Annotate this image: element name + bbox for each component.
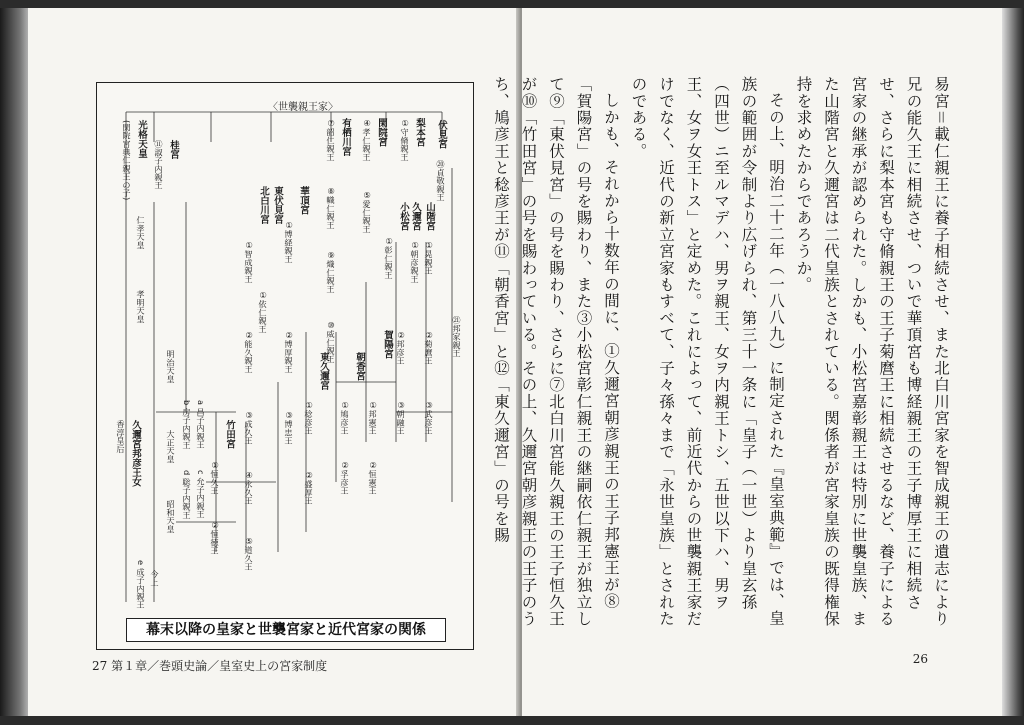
diagram-label: ①智成親王 <box>244 240 254 283</box>
diagram-label: 賀陽宮 <box>382 330 393 359</box>
diagram-label: ㉑邦家親王 <box>452 316 462 357</box>
diagram-label: ③博忠王 <box>284 410 294 445</box>
diagram-label: ①晃親王 <box>424 240 434 275</box>
diagram-label: ③成久王 <box>244 410 254 445</box>
diagram-label: 華頂宮 <box>298 186 309 215</box>
diagram-label: 久邇宮 <box>410 202 421 231</box>
diagram-label: 朝香宮 <box>354 352 365 381</box>
diagram-label: ⑦韶仁親王 <box>326 118 336 161</box>
body-paragraph: しかも、それから十数年の間に、①久邇宮朝彦親王の王子邦憲王が⑧「賀陽宮」の号を賜わり、また③小松宮彰仁親王の継嗣依仁親王が独立して⑨「東伏見宮」の号を賜わり、さらに⑦北白川宮能久親王の王子恒久王が⑩「竹田宮」の号を賜わっている。その上、久邇宮朝彦親王の王子のうち、鳩彦王と稔彦王が⑪「朝香宮」と⑫「東久邇宮」の号を賜 <box>492 76 620 628</box>
diagram-label: 久邇宮邦彦王女 <box>130 420 141 487</box>
diagram-label: ②恒徳王 <box>210 520 220 555</box>
diagram-label: 閑院宮 <box>376 118 387 147</box>
diagram-label: 北白川宮 <box>258 186 269 224</box>
left-footer: 27 第１章／巻頭史論／皇室史上の宮家制度 <box>92 659 328 673</box>
diagram-label: 有栖川宮 <box>340 118 351 156</box>
diagram-label: 大正天皇 <box>166 430 176 463</box>
diagram-label: 今上 <box>150 570 160 587</box>
diagram-label: b 房子内親王 <box>182 400 192 449</box>
diagram-label: 仁孝天皇 <box>136 216 146 249</box>
diagram-label: (閑院宮典仁親王の子) <box>122 120 132 201</box>
diagram-label: ②盛厚王 <box>304 470 314 505</box>
body-paragraph: その上、明治二十二年（一八八九）に制定された『皇室典範』では、皇族の範囲が令制より広げられ、第三十一条に「皇子（一世）より皇玄孫（四世）ニ至ルマデハ、男ヲ親王、女ヲ内親王トシ、五世以下ハ、男ヲ王、女ヲ女王トス」と定めた。これによって、前近代からの世襲親王家だけでなく、近代の新立宮家もすべて、子々孫々まで「永世皇族」とされたのである。 <box>629 76 785 628</box>
diagram-title: 〈世襲親王家〉 <box>268 102 338 113</box>
diagram-label: ②菊麿王 <box>424 330 434 365</box>
diagram-label: ⑨熾仁親王 <box>326 250 336 293</box>
diagram-label: 香淳皇后 <box>116 420 126 453</box>
diagram-label: ⑤愛仁親王 <box>362 190 372 233</box>
diagram-label: ③朝融王 <box>396 400 406 435</box>
diagram-label: 山階宮 <box>424 202 435 231</box>
book-edge-shadow-right <box>1002 8 1024 716</box>
diagram-label: ②博厚親王 <box>284 330 294 373</box>
right-page-number: 26 <box>912 652 928 666</box>
diagram-label: ⑤道久王 <box>244 536 254 571</box>
diagram-label: ①稔彦王 <box>304 400 314 435</box>
diagram-label: ⑩威仁親王 <box>326 320 336 363</box>
diagram-label: ⑧幟仁親王 <box>326 186 336 229</box>
diagram-label: 昭和天皇 <box>166 500 176 533</box>
diagram-label: c 允子内親王 <box>196 470 206 519</box>
diagram-label: ④永久王 <box>244 470 254 505</box>
diagram-label: 光格天皇 <box>136 120 147 158</box>
diagram-label: ①朝彦親王 <box>410 240 420 283</box>
diagram-label: ④孝仁親王 <box>362 118 372 161</box>
diagram-label: ①依仁親王 <box>258 290 268 333</box>
diagram-label: d 聡子内親王 <box>182 470 192 519</box>
diagram-label: 東久邇宮 <box>318 352 329 390</box>
diagram-label: 小松宮 <box>398 202 409 231</box>
body-paragraph: 易宮＝載仁親王に養子相続させ、また北白川宮家を智成親王の遺志により兄の能久王に相続させ、ついで華頂宮も博経親王の王子博厚王に相続させ、さらに梨本宮も守脩親王の王子菊麿王に相続させるなど、養子による宮家の継承が認められた。しかも、小松宮嘉彰親王は特別に世襲皇族、また山階宮と久邇宮は二代皇族とされている。関係者が宮家皇族の既得権保持を求めたからであろうか。 <box>794 76 950 628</box>
diagram-label: ①邦憲王 <box>368 400 378 435</box>
diagram-label: 明治天皇 <box>166 350 176 383</box>
diagram-label: ①彰仁親王 <box>384 236 394 279</box>
diagram-label: ①恒久王 <box>210 460 220 495</box>
diagram-label: ②恒憲王 <box>368 460 378 495</box>
diagram-label: 伏見宮 <box>436 120 447 149</box>
diagram-label: ②能久親王 <box>244 330 254 373</box>
diagram-label: 孝明天皇 <box>136 290 146 323</box>
diagram-caption: 幕末以降の皇家と世襲宮家と近代宮家の関係 <box>126 618 446 642</box>
diagram-label: 東伏見宮 <box>272 186 283 224</box>
diagram-label: 竹田宮 <box>224 420 235 449</box>
diagram-label: ①博経親王 <box>284 220 294 263</box>
diagram-label: ②邦彦王 <box>396 330 406 365</box>
diagram-label: ②孚彦王 <box>340 460 350 495</box>
diagram-label: ①守脩親王 <box>400 118 410 161</box>
diagram-label: 桂宮 <box>168 140 179 159</box>
diagram-label: ⑪淑子内親王 <box>154 140 164 190</box>
diagram-label: 梨本宮 <box>414 118 425 147</box>
diagram-label: ①鳩彦王 <box>340 400 350 435</box>
diagram-label: a 昌子内親王 <box>196 400 206 449</box>
diagram-label: e 成子内親王 <box>136 560 146 609</box>
diagram-label: ⑳貞敬親王 <box>436 160 446 201</box>
diagram-label: ③武彦王 <box>424 400 434 435</box>
body-text <box>492 76 954 636</box>
